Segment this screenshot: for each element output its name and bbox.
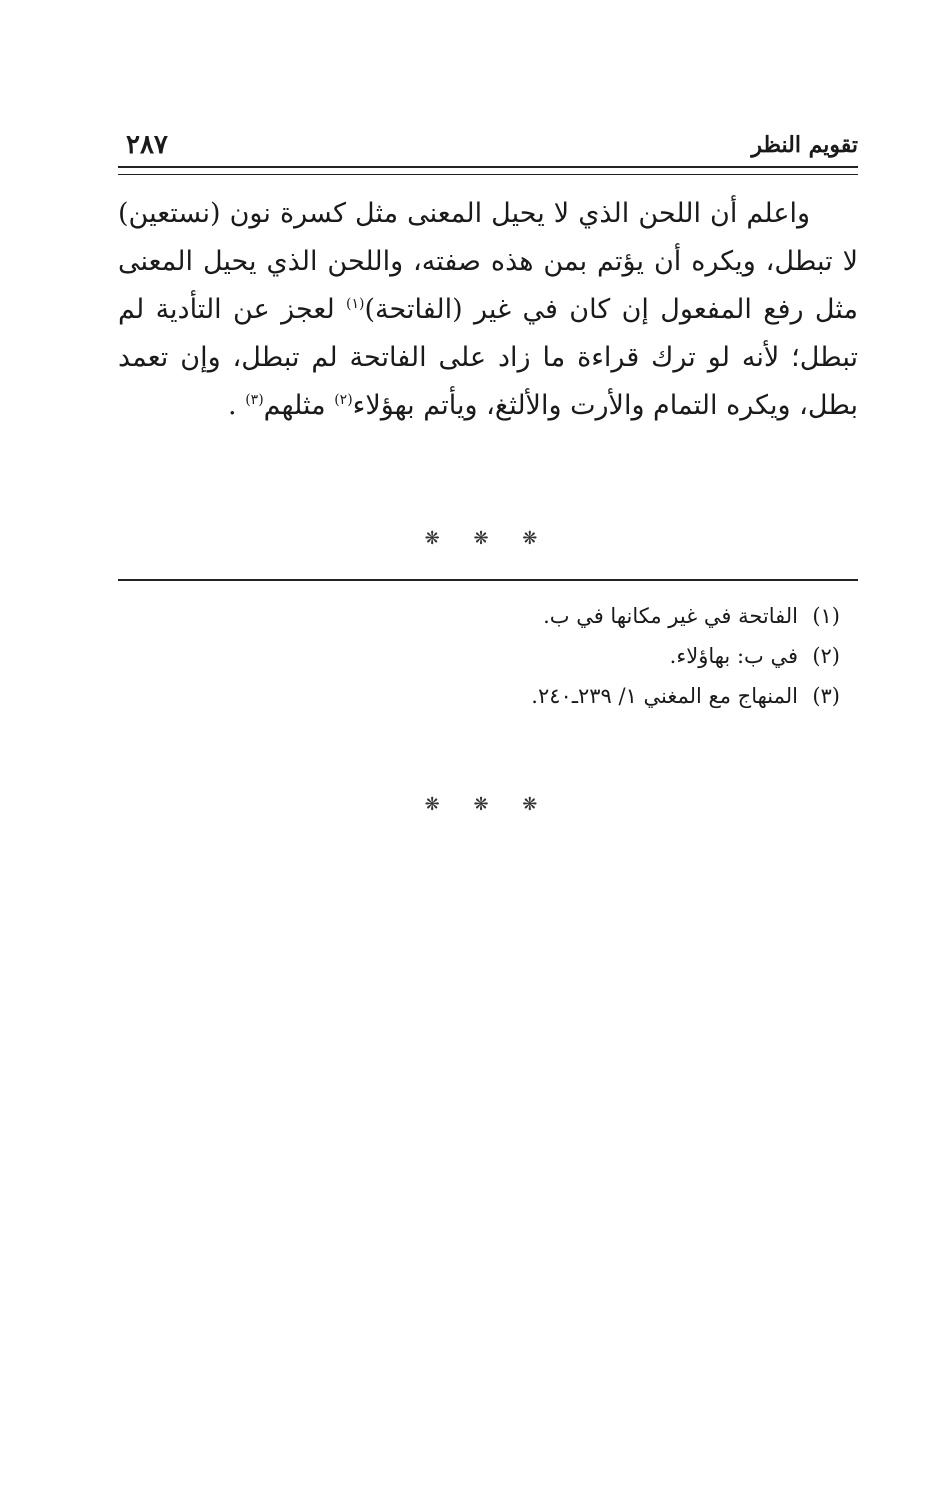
page-header	[118, 128, 858, 162]
body-text-1: واعلم أن اللحن الذي لا يحيل المعنى مثل كسرة نون (نستعين) لا تبطل، ويكره أن يؤتم بمن هذه صفته، واللحن الذي يحيل المعنى مثل رفع المفعول إن كان في غير (الفاتحة)	[118, 198, 858, 325]
footnote-ref-1: (١)	[346, 296, 365, 312]
body-paragraph	[118, 190, 858, 430]
footnote-rule	[118, 579, 858, 581]
body-text-3: مثلهم	[263, 390, 335, 421]
footnote-item	[118, 596, 840, 636]
footnote-number: (٢)	[812, 644, 840, 668]
body-text-end: .	[228, 390, 246, 421]
header-rule	[118, 166, 858, 175]
footnote-number: (١)	[812, 604, 840, 628]
footnote-text: المنهاج مع المغني ١/ ٢٣٩ـ٢٤٠.	[531, 684, 798, 708]
section-separator: ❋ ❋ ❋	[424, 528, 552, 549]
footnote-text: الفاتحة في غير مكانها في ب.	[543, 604, 798, 628]
page-number: ٢٨٧	[126, 130, 168, 160]
main-text-block	[118, 190, 858, 430]
body-text-2: لعجز عن التأدية لم تبطل؛ لأنه لو ترك قراءة ما زاد على الفاتحة لم تبطل، وإن تعمد بطل، ويكره التمام والأرت والألثغ، ويأتم بهؤلاء	[118, 294, 858, 421]
footnote-text: في ب: بهاؤلاء.	[669, 644, 798, 668]
footnote-ref-3: (٣)	[245, 392, 264, 408]
footnote-number: (٣)	[812, 684, 840, 708]
footnotes	[118, 596, 840, 716]
footnote-item	[118, 676, 840, 716]
end-separator: ❋ ❋ ❋	[424, 794, 552, 815]
footnote-item	[118, 636, 840, 676]
footnote-ref-2: (٢)	[334, 392, 353, 408]
running-title: تقويم النظر	[751, 132, 858, 158]
